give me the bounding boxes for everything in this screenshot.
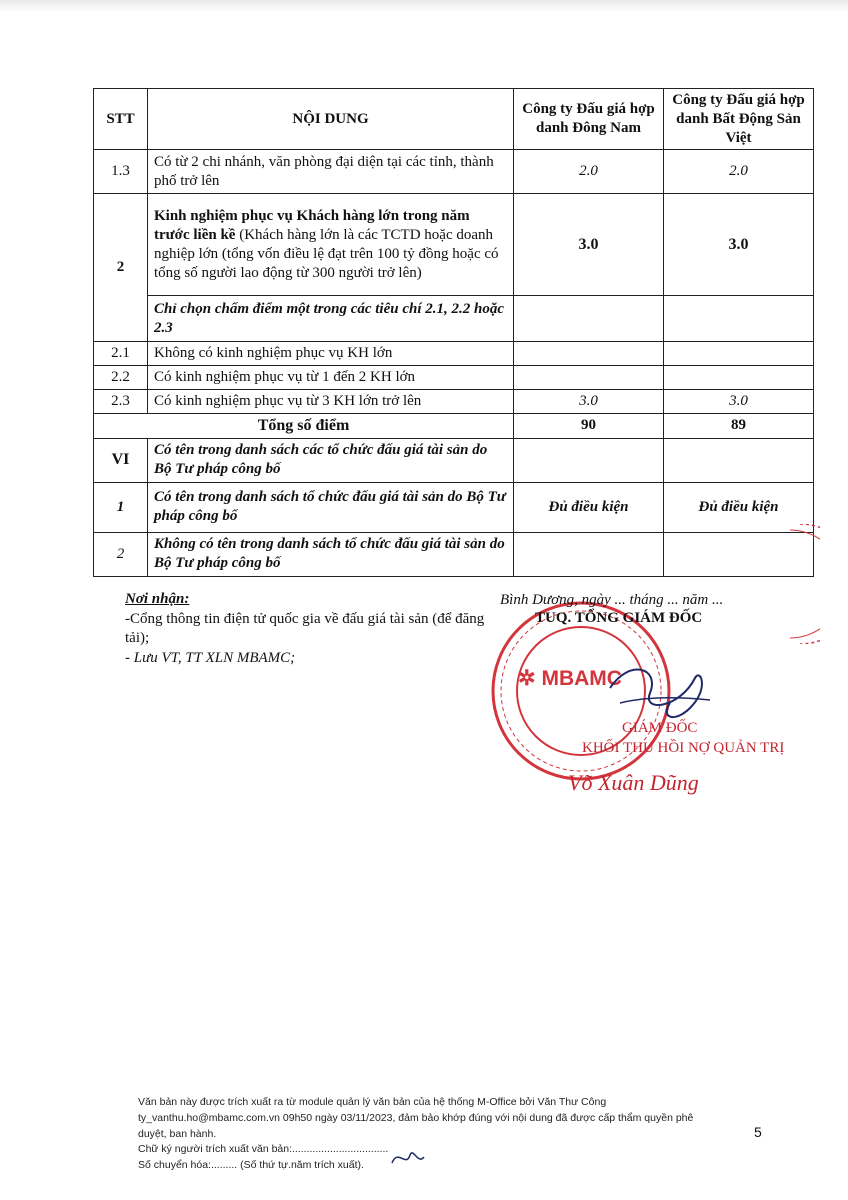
total-label: Tổng số điểm bbox=[94, 413, 514, 438]
stamp-logo: ✲ MBAMC bbox=[518, 667, 622, 690]
row-stt: 1.3 bbox=[94, 150, 148, 194]
row-score-2: 3.0 bbox=[664, 389, 814, 413]
recipients-block bbox=[125, 590, 485, 668]
row-content: Chỉ chọn chấm điểm một trong các tiêu chí 2.1, 2.2 hoặc 2.3 bbox=[148, 296, 514, 342]
table-row bbox=[94, 438, 814, 482]
row-score-1 bbox=[514, 438, 664, 482]
header-stt: STT bbox=[94, 89, 148, 150]
footer-extractor-signature: Chữ ký người trích xuất văn bản:................................. bbox=[138, 1143, 389, 1156]
row-score-2: 2.0 bbox=[664, 150, 814, 194]
table-row bbox=[94, 296, 814, 342]
row-score-2 bbox=[664, 342, 814, 366]
table-row bbox=[94, 366, 814, 390]
place-date: Bình Dương, ngày ... tháng ... năm ... bbox=[500, 592, 724, 608]
row-score-2: Đủ điều kiện bbox=[664, 482, 814, 532]
table-header-row bbox=[94, 89, 814, 150]
row-score-1 bbox=[514, 366, 664, 390]
row-score-1: 2.0 bbox=[514, 150, 664, 194]
table-row bbox=[94, 532, 814, 576]
recipient-line: - Lưu VT, TT XLN MBAMC; bbox=[125, 649, 296, 666]
row-score-2 bbox=[664, 296, 814, 342]
header-company-2: Công ty Đấu giá hợp danh Bất Động Sản Việt bbox=[664, 89, 814, 150]
table-row bbox=[94, 389, 814, 413]
total-score-2: 89 bbox=[664, 413, 814, 438]
evaluation-table bbox=[93, 88, 814, 577]
row-stt: 1 bbox=[94, 482, 148, 532]
row-score-1 bbox=[514, 342, 664, 366]
row-stt: 2.1 bbox=[94, 342, 148, 366]
footer-conversion-number: Số chuyển hóa:......... (Số thứ tự.năm trích xuất). bbox=[138, 1159, 364, 1171]
signer-department: KHỐI THU HỒI NỢ QUẢN TRỊ bbox=[582, 740, 785, 756]
row-score-1 bbox=[514, 296, 664, 342]
scan-border bbox=[0, 0, 848, 12]
extractor-signature-mark bbox=[388, 1143, 428, 1173]
signer-position: GIÁM ĐỐC bbox=[622, 720, 698, 736]
row-content: Có kinh nghiệm phục vụ từ 1 đến 2 KH lớn bbox=[148, 366, 514, 390]
total-score-1: 90 bbox=[514, 413, 664, 438]
recipient-line: -Cổng thông tin điện tử quốc gia về đấu giá tài sản (để đăng tải); bbox=[125, 610, 485, 646]
row-score-1: Đủ điều kiện bbox=[514, 482, 664, 532]
row-stt: 2 bbox=[94, 194, 148, 342]
table-row bbox=[94, 482, 814, 532]
table-row bbox=[94, 150, 814, 194]
header-company-1: Công ty Đấu giá hợp danh Đông Nam bbox=[514, 89, 664, 150]
signature-title: TUQ. TỔNG GIÁM ĐỐC bbox=[535, 610, 703, 626]
header-content: NỘI DUNG bbox=[148, 89, 514, 150]
row-content: Không có kinh nghiệm phục vụ KH lớn bbox=[148, 342, 514, 366]
row-content-bold: Kinh nghiệm phục vụ Khách hàng lớn trong năm trước liền kề bbox=[154, 208, 470, 243]
row-stt: 2.3 bbox=[94, 389, 148, 413]
footer-note: Văn bản này được trích xuất ra từ module quản lý văn bản của hệ thống M-Office bởi Văn Thư Công ty_vanthu.ho@mbamc.com.vn 09h50 ngày 03/11/2023, đảm bảo khớp đúng với nội dung đã được cấp thẩm quyền phê duyệt, ban hành. bbox=[138, 1096, 694, 1140]
row-content: Có kinh nghiệm phục vụ từ 3 KH lớn trở lên bbox=[148, 389, 514, 413]
row-score-2 bbox=[664, 366, 814, 390]
page-seal-stamp bbox=[760, 524, 820, 644]
recipients-title: Nơi nhận: bbox=[125, 591, 190, 607]
table-row bbox=[94, 342, 814, 366]
row-score-1: 3.0 bbox=[514, 194, 664, 296]
row-stt: 2 bbox=[94, 532, 148, 576]
row-score-2 bbox=[664, 438, 814, 482]
row-content: Có tên trong danh sách tổ chức đấu giá tài sản do Bộ Tư pháp công bố bbox=[148, 482, 514, 532]
row-content: Có tên trong danh sách các tổ chức đấu giá tài sản do Bộ Tư pháp công bố bbox=[148, 438, 514, 482]
row-score-1 bbox=[514, 532, 664, 576]
row-stt: VI bbox=[94, 438, 148, 482]
row-content: Có từ 2 chi nhánh, văn phòng đại diện tại các tỉnh, thành phố trở lên bbox=[148, 150, 514, 194]
table-total-row bbox=[94, 413, 814, 438]
row-score-2: 3.0 bbox=[664, 194, 814, 296]
page-number: 5 bbox=[754, 1124, 762, 1140]
row-score-1: 3.0 bbox=[514, 389, 664, 413]
signer-name: Võ Xuân Dũng bbox=[568, 770, 699, 795]
row-stt: 2.2 bbox=[94, 366, 148, 390]
row-content-rest: (Khách hàng lớn là các TCTD hoặc doanh nghiệp lớn (tổng vốn điều lệ đạt trên 100 tỷ đồng hoặc có tổng số người lao động từ 300 người trở lên) bbox=[154, 227, 499, 281]
row-content bbox=[148, 194, 514, 296]
table-row bbox=[94, 194, 814, 296]
row-content: Không có tên trong danh sách tổ chức đấu giá tài sản do Bộ Tư pháp công bố bbox=[148, 532, 514, 576]
